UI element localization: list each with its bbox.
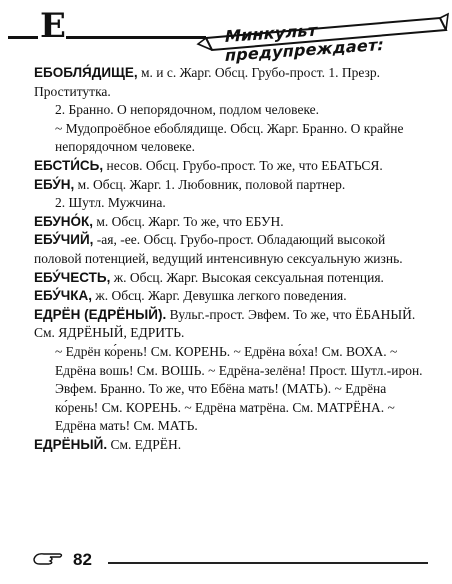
- page-header: [0, 0, 452, 65]
- dictionary-entry: [34, 306, 424, 343]
- dictionary-entry: [34, 269, 424, 288]
- entry-definition: несов. Обсц. Грубо-прост. То же, что ЕБАТЬСЯ.: [103, 157, 383, 173]
- entry-subsense: [34, 120, 424, 157]
- entry-headword: ЕБУНО́К,: [34, 213, 94, 229]
- dictionary-entry: [34, 157, 424, 176]
- entry-definition: м. Обсц. Жарг. То же, что ЕБУН.: [93, 213, 284, 229]
- pointing-hand-icon: [32, 550, 64, 568]
- entry-definition: ж. Обсц. Жарг. Высокая сексуальная потенция.: [110, 269, 384, 285]
- entry-headword: ЕБУ́Н,: [34, 176, 75, 192]
- dictionary-entry: [34, 287, 424, 306]
- entry-headword: ЕБУ́ЧКА,: [34, 288, 92, 304]
- dictionary-entries: [34, 64, 424, 454]
- entry-subsense: [34, 101, 424, 120]
- subsense-text: 2. Бранно. О непорядочном, подлом человеке.: [55, 102, 320, 118]
- entry-headword: ЕДРЁН (ЕДРЁНЫЙ).: [34, 306, 167, 322]
- subsense-text: 2. Шутл. Мужчина.: [55, 195, 166, 211]
- dictionary-entry: [34, 231, 424, 268]
- entry-definition: Вульг.-прост. Эвфем. То же, что ЁБАНЫЙ. См. ЯДРЁНЫЙ, ЕДРИТЬ.: [34, 306, 416, 341]
- entry-headword: ЕБУ́ЧИЙ,: [34, 232, 94, 248]
- dictionary-entry: [34, 176, 424, 195]
- subsense-text: ~ Мудопроёбное ебоблядище. Обсц. Жарг. Бранно. О крайне непорядочном человеке.: [55, 120, 404, 155]
- entry-headword: ЕБОБЛЯ́ДИЩЕ,: [34, 65, 138, 80]
- dictionary-entry: [34, 213, 424, 232]
- page-number: 82: [73, 550, 92, 569]
- entry-definition: -ая, -ее. Обсц. Грубо-прост. Обладающий высокой половой потенцией, ведущий интенсивную сексуальную жизнь.: [34, 232, 403, 266]
- dictionary-entry: [34, 436, 424, 455]
- header-title: Минкульт предупреждает:: [225, 20, 385, 65]
- entry-definition: ж. Обсц. Жарг. Девушка легкого поведения.: [92, 288, 347, 304]
- entry-definition: м. и с. Жарг. Обсц. Грубо-прост. 1. Презр. Проститутка.: [34, 65, 380, 99]
- entry-subsense: [34, 194, 424, 213]
- section-letter: Е: [40, 6, 65, 46]
- entry-headword: ЕБСТИ́СЬ,: [34, 157, 104, 173]
- entry-headword: ЕДРЁНЫЙ.: [34, 436, 108, 452]
- footer-rule: [108, 562, 428, 564]
- entry-subsense: [34, 343, 424, 436]
- entry-definition: м. Обсц. Жарг. 1. Любовник, половой партнер.: [74, 176, 346, 192]
- subsense-text: ~ Едрён ко́рень! См. КОРЕНЬ. ~ Едрёна во́ха! См. ВОХА. ~ Едрёна вошь! См. ВОШЬ. ~ Едрёна-зелёна! Прост. Шутл.-ирон. Эвфем. Бранно. То же, что Ебёна мать! (МАТЬ). ~ Едрёна ко́рень! См. КОРЕНЬ. ~ Едрёна матрёна. См. МАТРЁНА. ~ Едрёна мать! См. МАТЬ.: [55, 343, 423, 434]
- page-footer: [0, 544, 452, 574]
- dictionary-entry: [34, 64, 424, 101]
- entry-headword: ЕБУ́ЧЕСТЬ,: [34, 269, 111, 285]
- entry-definition: См. ЕДРЁН.: [107, 436, 182, 452]
